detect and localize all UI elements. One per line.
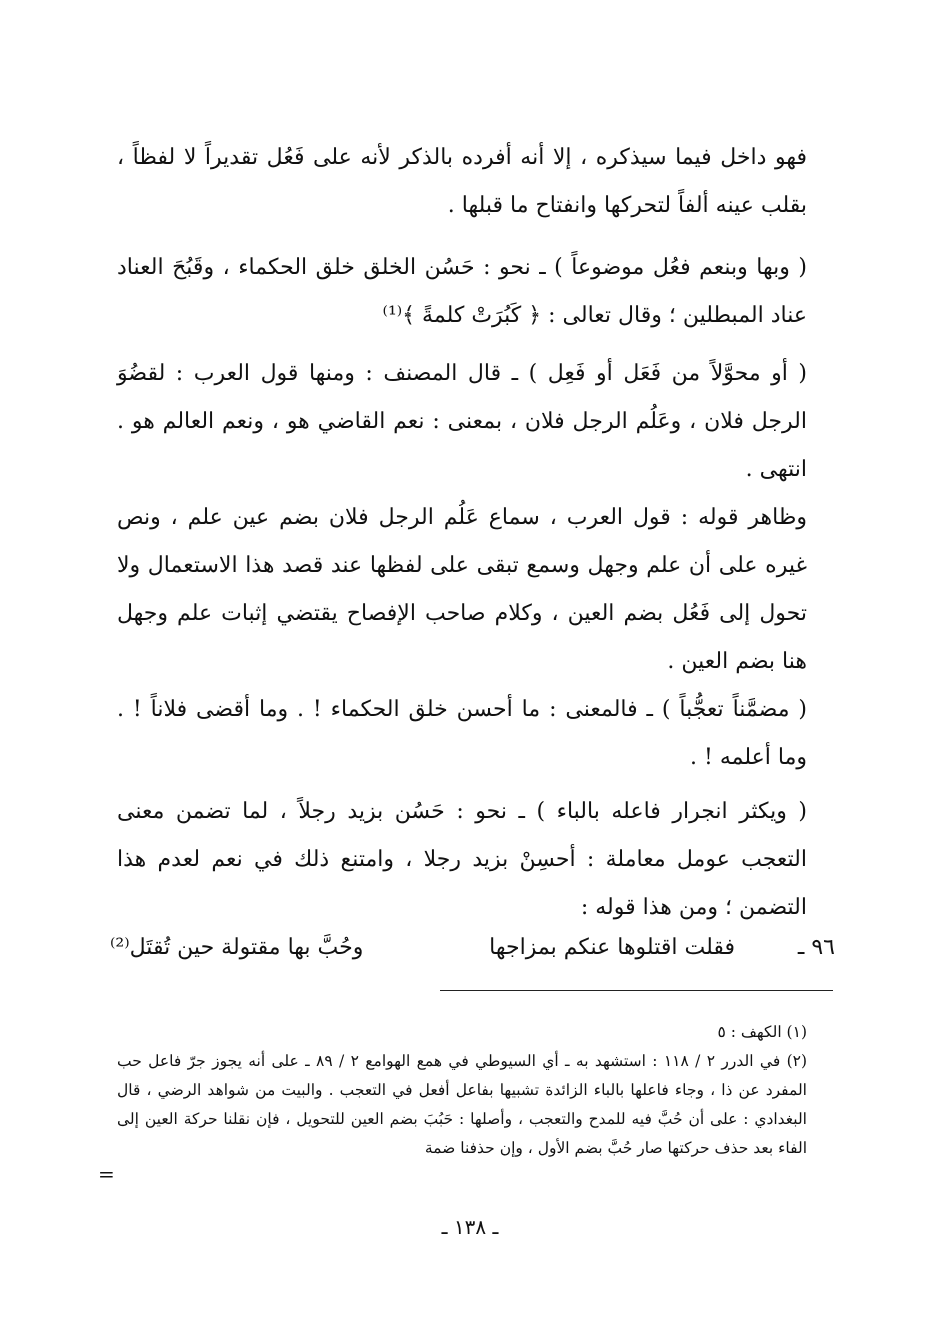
footnote-separator bbox=[440, 990, 833, 991]
footnote-1: (١) الكهف : ٥ bbox=[717, 1023, 807, 1041]
paragraph-2: ( وبها وبنعم فعُل موضوعاً ) ـ نحو : حَسُن الخلق خلق الحكماء ، وقَبُحَ العناد عناد المبطلين ؛ وقال تعالى : ﴿ كَبُرَتْ كلمةً ﴾⁽¹⁾ bbox=[117, 255, 807, 328]
page-number: ـ ١٣٨ ـ bbox=[441, 1215, 499, 1239]
continuation-mark: = bbox=[98, 1162, 115, 1186]
paragraph-6: ( ويكثر انجرار فاعله بالباء ) ـ نحو : حَسُن بزيد رجلاً ، لما تضمن معنى التعجب عومل معاملة : أحسِنْ بزيد رجلا ، وامتنع ذلك في نعم لعدم هذا التضمن ؛ ومن هذا قوله : bbox=[117, 799, 807, 920]
paragraph-1: فهو داخل فيما سيذكره ، إلا أنه أفرده بالذكر لأنه على فَعُل تقديراً لا لفظاً ، بقلب عينه ألفاً لتحركها وانفتاح ما قبلها . bbox=[117, 145, 807, 218]
verse-hemistich-2: وحُبَّ بها مقتولة حين تُقتَل⁽²⁾ bbox=[110, 935, 364, 960]
verse-number: ٩٦ ـ bbox=[797, 935, 835, 960]
paragraph-4: وظاهر قوله : قول العرب ، سماع عَلُم الرجل فلان بضم عين علم ، ونص غيره على أن علم وجهل وسمع تبقى على لفظها عند قصد هذا الاستعمال ولا تحول إلى فَعُل بضم العين ، وكلام صاحب الإفصاح يقتضي إثبات علم وجهل هنا بضم العين . bbox=[117, 505, 807, 674]
verse-hemistich-1: فقلت اقتلوها عنكم بمزاجها bbox=[489, 935, 735, 960]
footnotes bbox=[117, 1018, 807, 1163]
paragraph-5: ( مضمَّناً تعجُّباً ) ـ فالمعنى : ما أحسن خلق الحكماء ! . وما أقضى فلاناً ! . وما أعلمه ! . bbox=[117, 697, 807, 770]
main-text bbox=[117, 134, 807, 932]
poetry-verse bbox=[100, 928, 835, 968]
footnote-2: (٢) في الدرر ٢ / ١١٨ : استشهد به ـ أي السيوطي في همع الهوامع ٢ / ٨٩ ـ على أنه يجوز جرّ فاعل حب المفرد عن ذا ، وجاء فاعلها بالباء الزائدة تشبيها بفاعل أفعل في التعجب . والبيت من شواهد الرضي ، قال البغدادي : على أن حُبَّ فيه للمدح والتعجب ، وأصلها : حَبُبَ بضم العين للتحويل ، فإن نقلنا حركة العين إلى الفاء بعد حذف حركتها صار حُبَّ بضم الأول ، وإن حذفنا ضمة bbox=[117, 1052, 808, 1157]
paragraph-3: ( أو محوَّلاً من فَعَل أو فَعِل ) ـ قال المصنف : ومنها قول العرب : لقضُوَ الرجل فلان ، وعَلُم الرجل فلان ، بمعنى : نعم القاضي هو ، ونعم العالم هو . انتهى . bbox=[117, 361, 807, 482]
